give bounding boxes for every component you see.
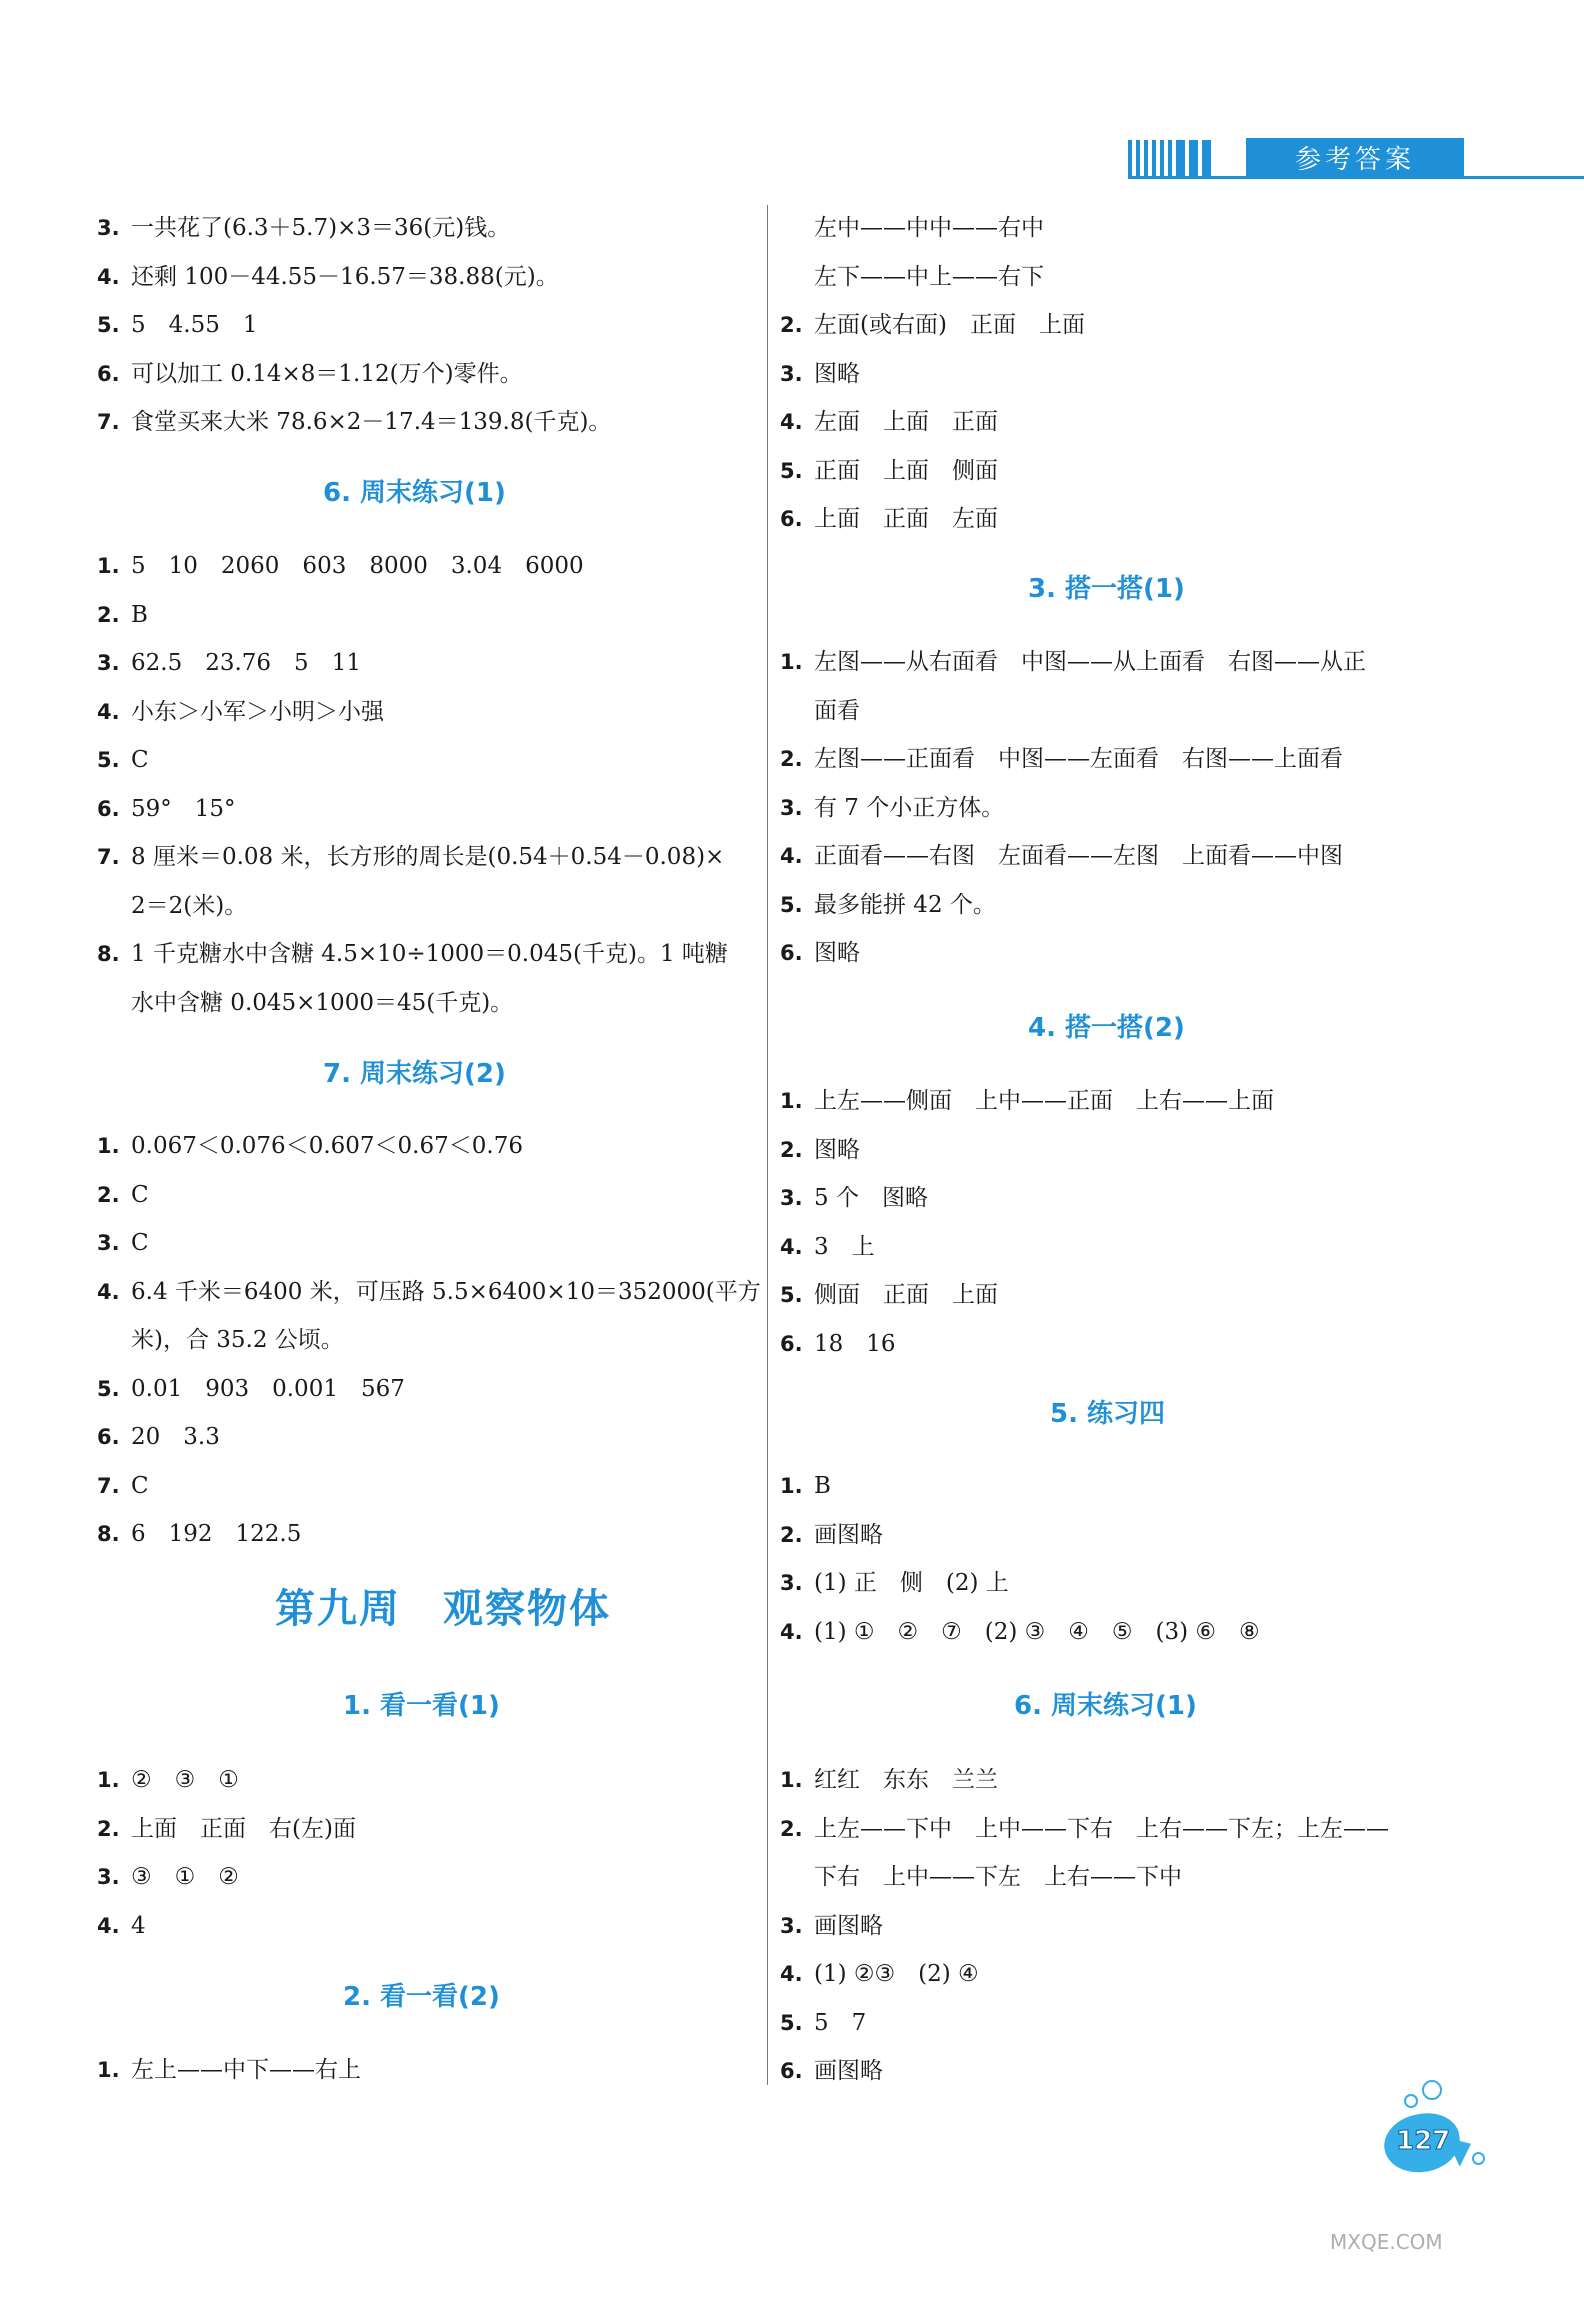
answer-number: 6. bbox=[780, 507, 803, 531]
answer-text: 0.067＜0.076＜0.607＜0.67＜0.76 bbox=[131, 1133, 523, 1159]
header-title: 参考答案 bbox=[1246, 138, 1464, 176]
answer-text: 图略 bbox=[814, 360, 860, 387]
answer-text: 5 4.55 1 bbox=[131, 312, 258, 338]
answer-number: 6. bbox=[97, 1425, 120, 1449]
answer-number: 8. bbox=[97, 942, 120, 966]
answer-text: 红红 东东 兰兰 bbox=[814, 1767, 998, 1793]
answer-text: 有 7 个小正方体。 bbox=[814, 794, 1005, 821]
answer-number: 4. bbox=[780, 1619, 803, 1644]
answer-number: 6. bbox=[780, 2059, 803, 2083]
answer-text: C bbox=[131, 1230, 149, 1256]
answer-text: 2＝2(米)。 bbox=[131, 892, 248, 919]
answer-number: 1. bbox=[780, 1768, 803, 1792]
answer-text: 上左——侧面 上中——正面 上右——上面 bbox=[814, 1088, 1274, 1114]
answer-number: 3. bbox=[97, 1865, 120, 1889]
week-title: 第九周 观察物体 bbox=[275, 1585, 611, 1632]
answer-text: ② ③ ① bbox=[131, 1767, 239, 1793]
answer-number: 2. bbox=[780, 747, 803, 771]
answer-text: (1) ① ② ⑦ (2) ③ ④ ⑤ (3) ⑥ ⑧ bbox=[814, 1618, 1260, 1645]
header-banner bbox=[1128, 138, 1464, 178]
answer-number: 6. bbox=[780, 1331, 803, 1356]
section-title: 2. 看一看(2) bbox=[343, 1982, 500, 2012]
answer-text: 下右 上中——下左 上右——下中 bbox=[814, 1864, 1182, 1890]
answer-number: 6. bbox=[780, 941, 803, 965]
answer-text: 6 192 122.5 bbox=[131, 1521, 302, 1547]
answer-number: 7. bbox=[97, 845, 120, 869]
answer-text: 5 7 bbox=[814, 2009, 867, 2036]
answer-text: 上面 正面 左面 bbox=[814, 506, 998, 532]
answer-number: 4. bbox=[780, 844, 803, 868]
answer-text: (1) 正 侧 (2) 上 bbox=[814, 1570, 1009, 1596]
section-title: 6. 周末练习(1) bbox=[323, 478, 506, 508]
answer-text: 左面 上面 正面 bbox=[814, 409, 998, 435]
answer-text: 0.01 903 0.001 567 bbox=[131, 1375, 405, 1402]
answer-number: 1. bbox=[97, 2058, 120, 2082]
answer-number: 2. bbox=[97, 1816, 120, 1841]
answer-number: 4. bbox=[780, 1962, 803, 1986]
answer-number: 4. bbox=[97, 264, 120, 289]
answer-text: (1) ②③ (2) ④ bbox=[814, 1961, 979, 1987]
answer-number: 4. bbox=[97, 699, 120, 724]
answer-text: 正面看——右图 左面看——左图 上面看——中图 bbox=[814, 843, 1343, 869]
answer-text: 左上——中下——右上 bbox=[131, 2057, 361, 2083]
answer-text: 6.4 千米＝6400 米，可压路 5.5×6400×10＝352000(平方 bbox=[131, 1278, 761, 1305]
answer-number: 2. bbox=[97, 1182, 120, 1207]
answer-number: 3. bbox=[97, 651, 120, 675]
header-bars bbox=[1128, 140, 1238, 178]
section-title: 3. 搭一搭(1) bbox=[1028, 574, 1185, 604]
answer-number: 6. bbox=[97, 361, 120, 386]
answer-number: 5. bbox=[780, 458, 803, 483]
answer-text: B bbox=[131, 601, 148, 628]
answer-number: 4. bbox=[780, 1234, 803, 1259]
answer-number: 5. bbox=[97, 313, 120, 337]
answer-text: 上左——下中 上中——下右 上右——下左；上左—— bbox=[814, 1815, 1389, 1842]
answer-text: 还剩 100－44.55－16.57＝38.88(元)。 bbox=[131, 263, 559, 290]
answer-number: 5. bbox=[97, 748, 120, 772]
answer-text: C bbox=[131, 1181, 149, 1208]
answer-text: 3 上 bbox=[814, 1233, 875, 1260]
answer-number: 7. bbox=[97, 1473, 120, 1498]
answer-number: 5. bbox=[780, 892, 803, 917]
answer-number: 1. bbox=[780, 650, 803, 674]
section-title: 7. 周末练习(2) bbox=[323, 1059, 506, 1089]
answer-text: 画图略 bbox=[814, 1912, 883, 1939]
column-divider bbox=[767, 205, 768, 2085]
answer-text: 图略 bbox=[814, 1136, 860, 1163]
answer-text: C bbox=[131, 747, 149, 773]
answer-number: 1. bbox=[780, 1089, 803, 1113]
answer-number: 2. bbox=[780, 1522, 803, 1547]
section-title: 1. 看一看(1) bbox=[343, 1691, 500, 1721]
answer-text: 左下——中上——右下 bbox=[814, 263, 1044, 290]
answer-number: 1. bbox=[97, 1134, 120, 1158]
answer-text: 正面 上面 侧面 bbox=[814, 457, 998, 484]
answer-text: 可以加工 0.14×8＝1.12(万个)零件。 bbox=[131, 360, 523, 387]
answer-text: 米)，合 35.2 公顷。 bbox=[131, 1327, 344, 1353]
answer-text: 左图——从右面看 中图——从上面看 右图——从正 bbox=[814, 649, 1366, 675]
page-number: 127 bbox=[1396, 2126, 1451, 2156]
answer-text: 左图——正面看 中图——左面看 右图——上面看 bbox=[814, 746, 1343, 772]
answer-number: 1. bbox=[97, 554, 120, 578]
answer-text: 左面(或右面) 正面 上面 bbox=[814, 312, 1085, 338]
section-title: 5. 练习四 bbox=[1050, 1399, 1166, 1429]
section-title: 4. 搭一搭(2) bbox=[1028, 1013, 1185, 1043]
answer-text: 8 厘米＝0.08 米，长方形的周长是(0.54＋0.54－0.08)× bbox=[131, 844, 725, 870]
answer-number: 8. bbox=[97, 1522, 120, 1546]
answer-text: 面看 bbox=[814, 697, 860, 724]
answer-text: 5 个 图略 bbox=[814, 1185, 928, 1211]
answer-number: 5. bbox=[780, 1283, 803, 1307]
answer-text: 食堂买来大米 78.6×2－17.4＝139.8(千克)。 bbox=[131, 409, 612, 435]
answer-text: B bbox=[814, 1473, 831, 1499]
answer-number: 1. bbox=[97, 1768, 120, 1792]
answer-text: ③ ① ② bbox=[131, 1864, 239, 1890]
answer-text: 5 10 2060 603 8000 3.04 6000 bbox=[131, 553, 584, 579]
watermark: MXQE.COM bbox=[1330, 2230, 1443, 2254]
answer-text: 图略 bbox=[814, 940, 860, 966]
answer-text: 画图略 bbox=[814, 2058, 883, 2084]
answer-number: 2. bbox=[780, 313, 803, 337]
answer-number: 3. bbox=[780, 1913, 803, 1938]
answer-text: 上面 正面 右(左)面 bbox=[131, 1815, 356, 1842]
answer-number: 5. bbox=[780, 2010, 803, 2035]
answer-number: 1. bbox=[780, 1474, 803, 1498]
answer-number: 4. bbox=[97, 1913, 120, 1938]
answer-number: 2. bbox=[780, 1816, 803, 1841]
answer-text: 59° 15° bbox=[131, 795, 236, 822]
answer-text: 水中含糖 0.045×1000＝45(千克)。 bbox=[131, 989, 514, 1016]
answer-text: 20 3.3 bbox=[131, 1424, 220, 1450]
answer-text: 4 bbox=[131, 1912, 146, 1939]
answer-number: 2. bbox=[780, 1137, 803, 1162]
answer-text: 侧面 正面 上面 bbox=[814, 1282, 998, 1308]
answer-number: 3. bbox=[97, 216, 120, 240]
section-title: 6. 周末练习(1) bbox=[1014, 1691, 1197, 1721]
answer-text: 18 16 bbox=[814, 1330, 896, 1357]
answer-text: C bbox=[131, 1472, 149, 1499]
answer-text: 62.5 23.76 5 11 bbox=[131, 650, 361, 676]
answer-number: 6. bbox=[97, 796, 120, 821]
answer-number: 3. bbox=[97, 1231, 120, 1255]
answer-number: 2. bbox=[97, 602, 120, 627]
answer-number: 5. bbox=[97, 1376, 120, 1401]
answer-number: 4. bbox=[780, 410, 803, 434]
page-number-badge bbox=[1378, 2080, 1488, 2190]
answer-number: 3. bbox=[780, 795, 803, 820]
answer-number: 3. bbox=[780, 1186, 803, 1210]
answer-text: 画图略 bbox=[814, 1521, 883, 1548]
answer-text: 1 千克糖水中含糖 4.5×10÷1000＝0.045(千克)。1 吨糖 bbox=[131, 941, 728, 967]
answer-text: 最多能拼 42 个。 bbox=[814, 891, 996, 918]
answer-text: 左中——中中——右中 bbox=[814, 215, 1044, 241]
answer-number: 3. bbox=[780, 361, 803, 386]
answer-text: 一共花了(6.3＋5.7)×3＝36(元)钱。 bbox=[131, 215, 511, 241]
answer-text: 小东＞小军＞小明＞小强 bbox=[131, 698, 384, 725]
header-rule bbox=[1128, 176, 1584, 179]
answer-number: 4. bbox=[97, 1279, 120, 1304]
answer-number: 3. bbox=[780, 1571, 803, 1595]
answer-number: 7. bbox=[97, 410, 120, 434]
